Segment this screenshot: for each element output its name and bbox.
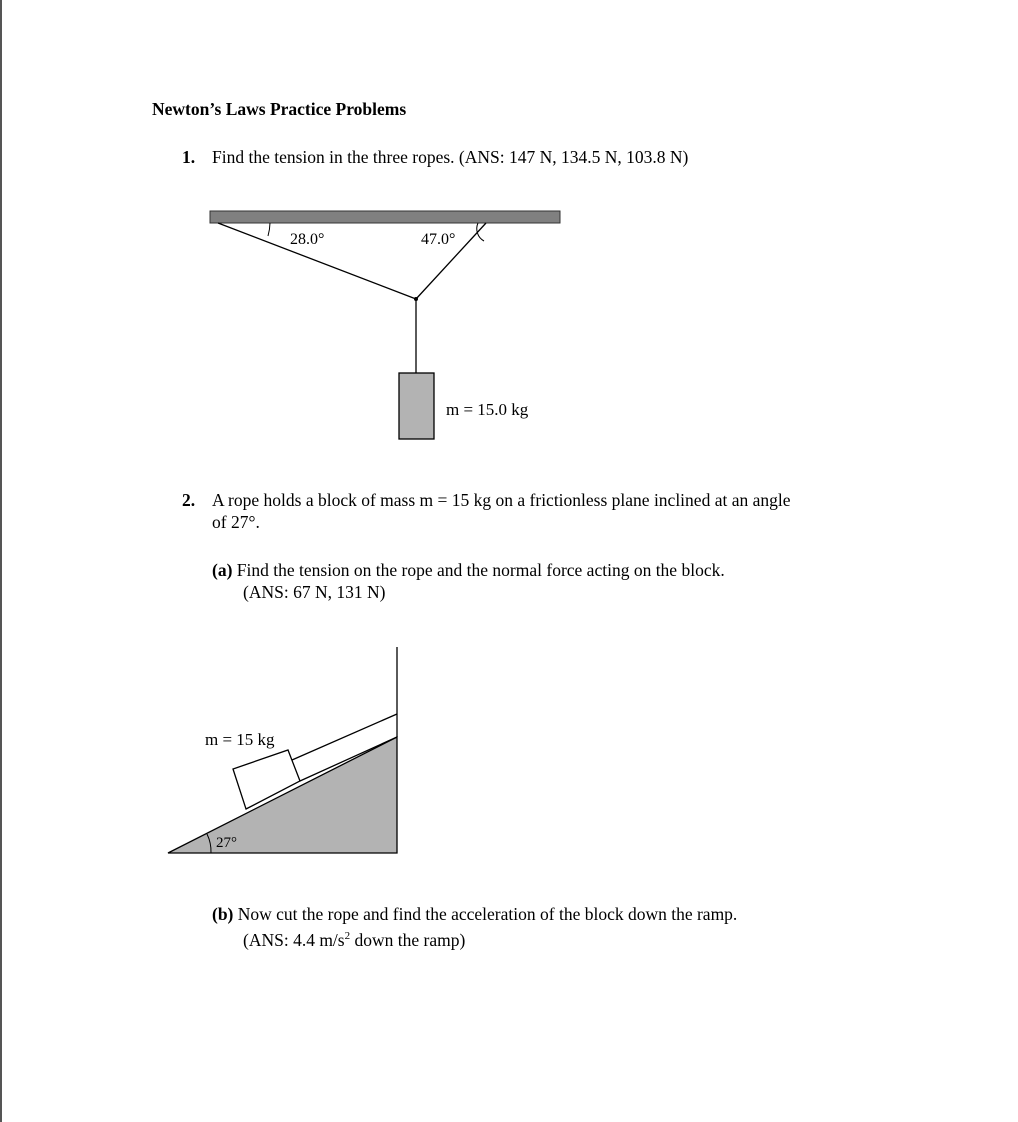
ramp-angle-label: 27° <box>216 835 237 851</box>
document-title: Newton’s Laws Practice Problems <box>152 99 407 119</box>
problem-2-line-2: of 27°. <box>212 512 260 532</box>
problem-2-line-1: A rope holds a block of mass m = 15 kg on a frictionless plane inclined at an angle <box>212 490 791 510</box>
part-b-line-2 <box>212 925 737 951</box>
mass-label-1: m = 15.0 kg <box>446 400 529 419</box>
part-b-label: (b) <box>212 904 234 924</box>
angle-arc-left <box>268 223 270 236</box>
part-a-line-2: (ANS: 67 N, 131 N) <box>243 582 386 602</box>
problem-1-number: 1. <box>182 147 196 167</box>
part-a-line-1: Find the tension on the rope and the normal force acting on the block. <box>236 560 725 580</box>
part-a <box>212 559 725 603</box>
part-b <box>212 903 737 951</box>
hanging-mass-block <box>399 373 434 439</box>
part-b-line-2-prefix: (ANS: 4.4 m/s <box>243 929 345 950</box>
rope-knot <box>414 297 418 301</box>
mass-label-2: m = 15 kg <box>205 730 275 749</box>
problem-2-text <box>212 489 790 533</box>
tension-diagram <box>210 211 560 439</box>
ceiling-beam <box>210 211 560 223</box>
angle-label-left: 28.0° <box>290 231 325 248</box>
problem-2-number: 2. <box>182 490 196 510</box>
part-b-exponent: 2 <box>344 930 351 942</box>
angle-label-right: 47.0° <box>421 231 456 248</box>
problem-1-text: Find the tension in the three ropes. (ANS: 147 N, 134.5 N, 103.8 N) <box>212 147 689 167</box>
part-b-line-2-suffix: down the ramp) <box>350 929 466 950</box>
part-b-line-1: Now cut the rope and find the acceleration of the block down the ramp. <box>237 904 738 924</box>
incline-diagram <box>168 647 397 853</box>
part-a-label: (a) <box>212 560 233 580</box>
